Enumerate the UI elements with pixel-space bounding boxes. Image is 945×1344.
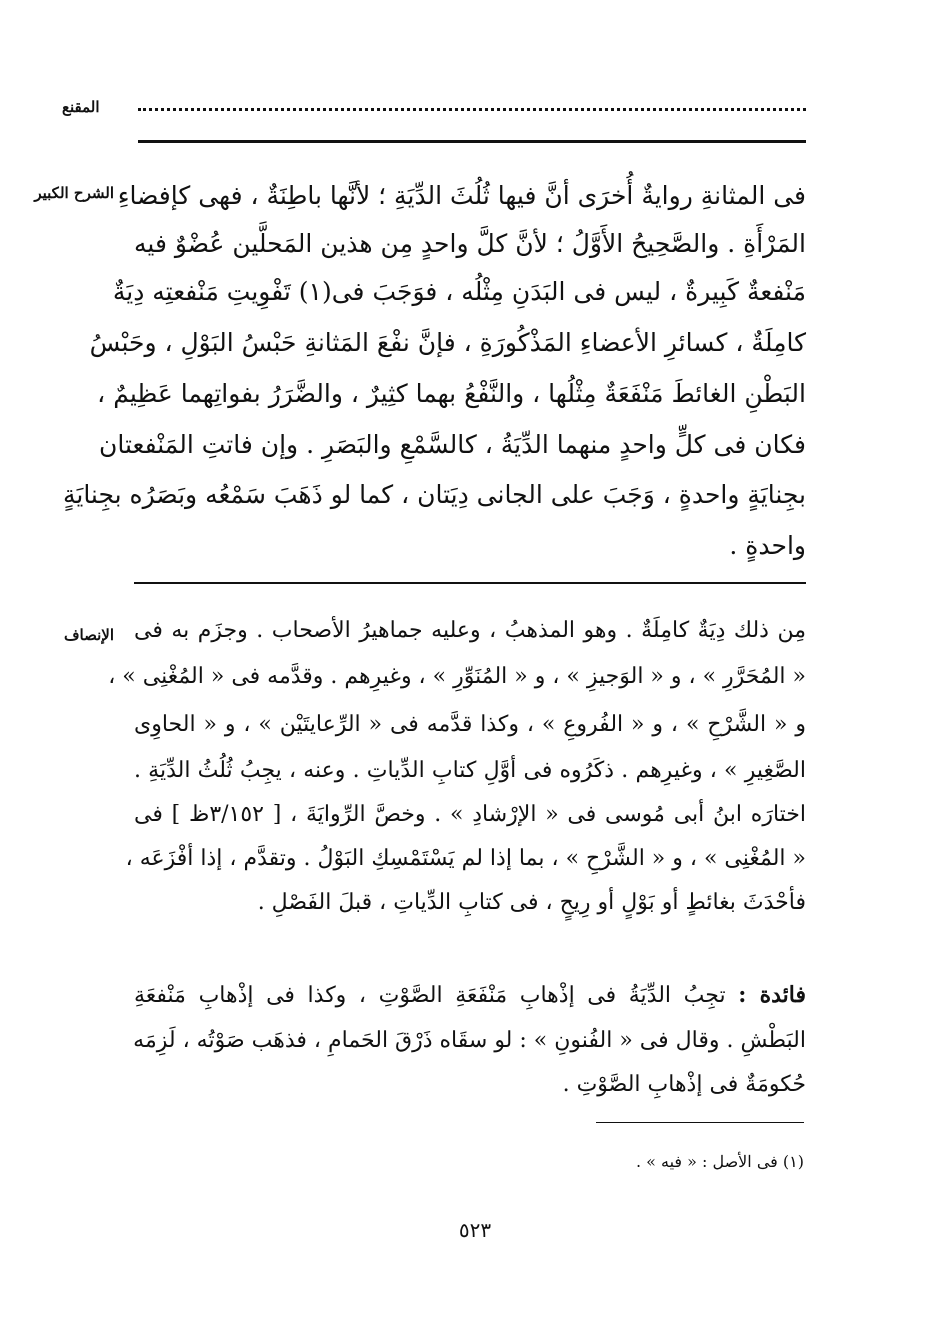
sharh-line: المَرْأَةِ . والصَّحِيحُ الأَوَّلُ ؛ لأنَّ كلَّ واحدٍ مِن هذين المَحلَّين عُضْوٌ فيه (134, 229, 806, 258)
sharh-line: فى المثانةِ روايةٌ أُخرَى أنَّ فيها ثُلُثَ الدِّيَةِ ؛ لأنَّها باطِنَةٌ ، فهى كإفضاءِ (117, 181, 806, 210)
footnote-rule (596, 1122, 804, 1123)
sharh-line: بجِنايَةٍ واحدةٍ ، وَجَبَ على الجانى دِيَتان ، كما لو ذَهَبَ سَمْعُه وبَصَرُه بجِنايَةٍ (62, 480, 806, 509)
insaf-line: اختارَه ابنُ أبى مُوسى فى « الإرْشادِ » . وخصَّ الرِّوايَةَ ، [ ٣/١٥٢ظ ] فى (134, 802, 806, 827)
faida-line (134, 984, 806, 1007)
footnote: (١) فى الأصل : « فيه » . (635, 1152, 804, 1171)
running-title: المقنع (62, 98, 100, 116)
section-label-sharh: الشرح الكبير (34, 184, 114, 202)
insaf-line: فأحْدَثَ بغائطٍ أو بَوْلٍ أو رِيحٍ ، فى كتابِ الدِّياتِ ، قبلَ الفَصْلِ . (257, 890, 806, 915)
header-dotted-leader (138, 108, 806, 111)
sharh-line: البَطْنِ الغائطَ مَنْفَعَةٌ مِثْلُها ، والنَّفْعُ بهما كثِيرٌ ، والضَّرَرُ بفواتِهما عَظِيمٌ ، (97, 379, 806, 408)
insaf-line: و « الشَّرْحِ » ، و « الفُروعِ » ، وكذا قدَّمه فى « الرِّعايتَيْن » ، و « الحاوِى (134, 712, 806, 737)
page-number: ٥٢٣ (458, 1218, 492, 1242)
faida-line-text: تجِبُ الدِّيَةُ فى إذْهابِ مَنْفَعَةِ الصَّوْتِ ، وكذا فى إذْهابِ مَنْفعَةِ (134, 983, 726, 1008)
insaf-line: مِن ذلك دِيَةٌ كامِلَةٌ . وهو المذهبُ ، وعليه جماهيرُ الأصحاب . وجزَم به فى (134, 618, 806, 643)
sharh-line: مَنْفعةٌ كَبِيرةٌ ، ليس فى البَدَنِ مِثْلُه ، فوَجَبَ فى(١) تَفْوِيتِ مَنْفعتِه دِيَةٌ (112, 277, 806, 306)
insaf-line: « المُحَرَّرِ » ، و « الوَجيزِ » ، و « المُنَوِّرِ » ، وغيرِهم . وقدَّمه فى « المُغْنِى » ، (108, 664, 806, 689)
faida-line: حُكومَةٌ فى إذْهابِ الصَّوْتِ . (562, 1072, 806, 1097)
faida-line: البَطْشِ . وقال فى « الفُنونِ » : لو سقَاه ذَرْقَ الحَمامِ ، فذهَب صَوْتُه ، لَزِمَه (133, 1028, 806, 1053)
header-rule (138, 140, 806, 143)
section-label-insaf: الإنصاف (63, 626, 114, 644)
section-divider (134, 582, 806, 584)
faida-label: فائدة : (738, 982, 806, 1008)
insaf-line: « المُغْنِى » ، و « الشَّرْحِ » ، بما إذا لم يَسْتَمْسِكِ البَوْلُ . وتقدَّم ، إذا أفْزَعَه ، (125, 846, 806, 871)
sharh-line: فكان فى كلٍّ واحدٍ منهما الدِّيَةُ ، كالسَّمْعِ والبَصَرِ . وإن فاتتِ المَنْفعتان (99, 430, 806, 459)
insaf-line: الصَّغِيرِ » ، وغيرِهم . ذكَرُوه فى أوَّلِ كتابِ الدِّياتِ . وعنه ، يجِبُ ثُلُثُ الدِّيَةِ . (134, 758, 806, 783)
sharh-line: واحدةٍ . (729, 531, 806, 560)
sharh-line: كامِلَةٌ ، كسائرِ الأعضاءِ المَذْكُورَةِ ، فإنَّ نفْعَ المَثانةِ حَبْسُ البَوْلِ ، وحَبْسُ (89, 328, 806, 357)
